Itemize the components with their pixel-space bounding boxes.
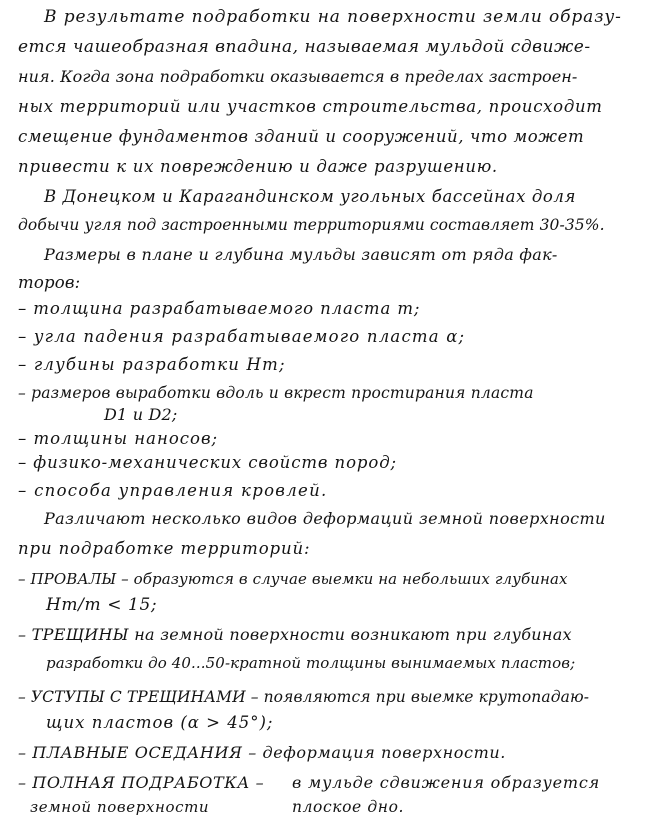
deformation-item: Hm/m < 15;: [46, 595, 158, 615]
factor-item: – толщина разрабатываемого пласта m;: [18, 299, 421, 318]
text-line: Размеры в плане и глубина мульды зависят от ряда фак-: [44, 245, 558, 264]
text-line: при подработке территорий:: [18, 539, 311, 558]
deformation-item: – ПЛАВНЫЕ ОСЕДАНИЯ – деформация поверхности.: [18, 743, 506, 762]
deformation-item: разработки до 40...50-кратной толщины вынимаемых пластов;: [46, 654, 576, 672]
factor-item: – глубины разработки Hm;: [18, 355, 286, 374]
text-line: ется чашеобразная впадина, называемая мульдой сдвиже-: [18, 37, 591, 57]
text-line: торов:: [18, 273, 81, 292]
factor-item: – толщины наносов;: [18, 429, 219, 448]
deformation-item: земной поверхности: [30, 798, 210, 816]
deformation-item: – ТРЕЩИНЫ на земной поверхности возникают при глубинах: [18, 625, 572, 644]
deformation-item: щих пластов (α > 45°);: [46, 713, 274, 732]
text-line: ных территорий или участков строительства, происходит: [18, 97, 603, 116]
text-line: привести к их повреждению и даже разрушению.: [18, 157, 498, 176]
deformation-item: – ПОЛНАЯ ПОДРАБОТКА –: [18, 773, 265, 792]
factor-item: D1 и D2;: [104, 405, 178, 424]
text-line: смещение фундаментов зданий и сооружений, что может: [18, 127, 585, 146]
text-line: Различают несколько видов деформаций земной поверхности: [44, 509, 606, 528]
text-line: ния. Когда зона подработки оказывается в пределах застроен-: [18, 67, 578, 86]
factor-item: – размеров выработки вдоль и вкрест простирания пласта: [18, 384, 534, 402]
text-line: В Донецком и Карагандинском угольных бассейнах доля: [44, 187, 577, 206]
deformation-item: в мульде сдвижения образуется: [292, 773, 601, 792]
deformation-item: – УСТУПЫ С ТРЕЩИНАМИ – появляются при выемке крутопадаю-: [18, 688, 590, 706]
deformation-item: – ПРОВАЛЫ – образуются в случае выемки на небольших глубинах: [18, 570, 568, 588]
deformation-item: плоское дно.: [292, 798, 405, 816]
factor-item: – угла падения разрабатываемого пласта α;: [18, 327, 466, 346]
text-line: добычи угля под застроенными территориями составляет 30-35%.: [18, 216, 605, 234]
factor-item: – способа управления кровлей.: [18, 481, 328, 500]
factor-item: – физико-механических свойств пород;: [18, 453, 398, 472]
text-line: В результате подработки на поверхности земли образу-: [44, 7, 622, 27]
